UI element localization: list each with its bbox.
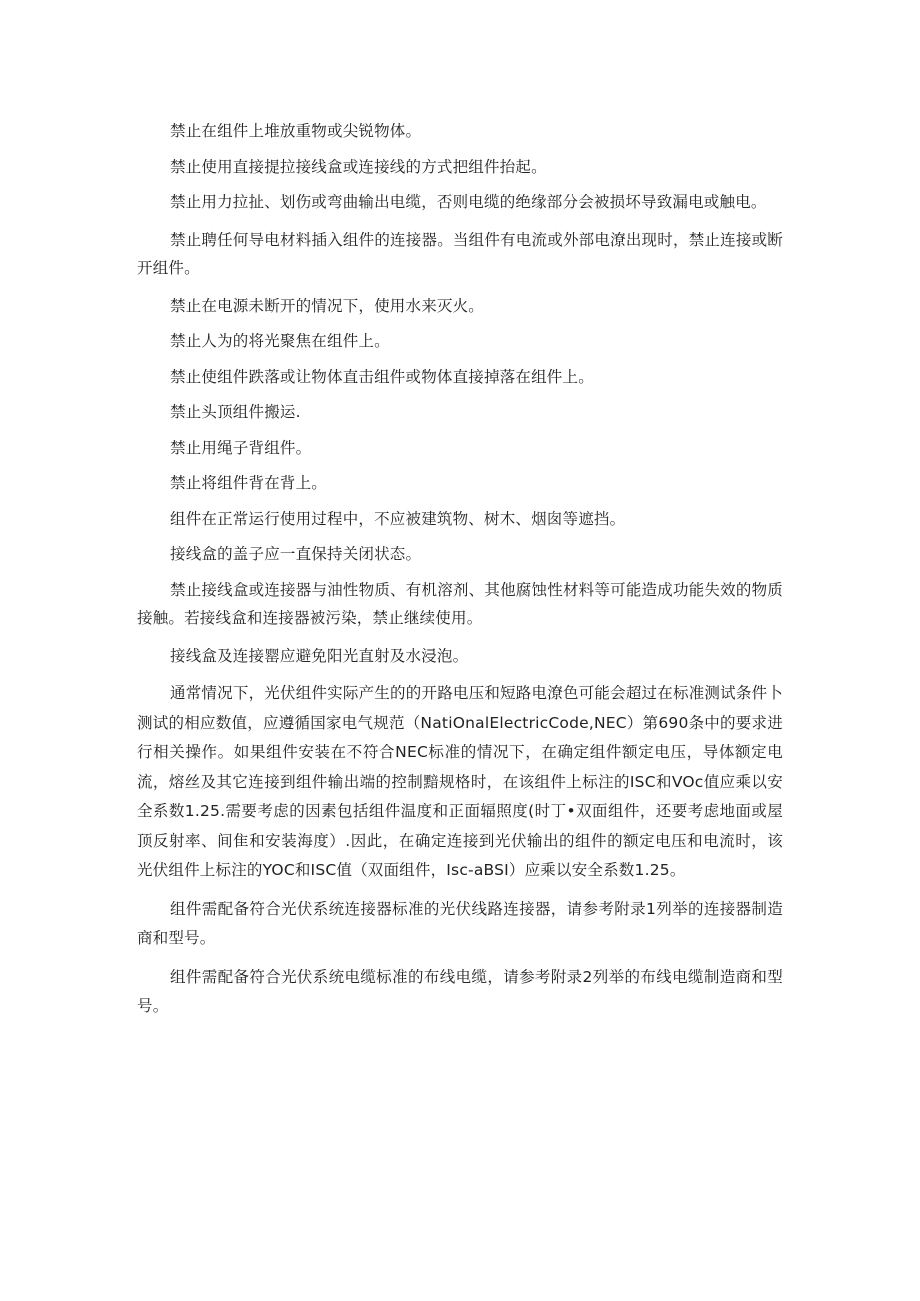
paragraph-junction-box-closed: 接线盒的盖子应一直保持关闭状态。: [170, 545, 422, 563]
paragraph-no-shading: 组件在正常运行使用过程中，不应被建筑物、树木、烟囱等遮挡。: [170, 509, 626, 528]
paragraph-no-chemical-contact: 禁止接线盒或连接器与油性物质、有机溶剂、其他腐蚀性材料等可能造成功能失效的物质接触。若接线盒和连接器被污染，禁止继续使用。: [137, 580, 783, 627]
paragraph-no-rope-carry: 禁止用绳子背组件。: [170, 438, 312, 457]
paragraph-avoid-sun-water: 接线盒及连接罂应避免阳光直射及水浸泡。: [170, 646, 469, 665]
paragraph-no-head-carry: 禁止头顶组件搬运.: [170, 403, 301, 421]
paragraph-no-lifting-by-cable: 禁止使用直接提拉接线盒或连接线的方式把组件抬起。: [170, 157, 547, 176]
paragraph-no-pulling-cable: 禁止用力拉扯、划伤或弯曲输出电缆，否则电缆的绝缘部分会被损坏导致漏电或触电。: [170, 193, 767, 211]
paragraph-no-stacking: 禁止在组件上堆放重物或尖锐物体。: [170, 122, 422, 140]
paragraph-no-dropping: 禁止使组件跌落或让物体直击组件或物体直接掉落在组件上。: [170, 367, 594, 386]
paragraph-no-back-carry: 禁止将组件背在背上。: [170, 474, 328, 492]
paragraph-cable-appendix: 组件需配备符合光伏系统电缆标准的布线电缆，请参考附录2列举的布线电缆制造商和型号。: [137, 967, 783, 1015]
paragraph-no-focusing-light: 禁止人为的将光聚焦在组件上。: [170, 332, 390, 350]
paragraph-no-conductive-insert: 禁止聘任何导电材料插入组件的连接器。当组件有电流或外部电潦出现时，禁止连接或断开组件。: [137, 230, 783, 277]
paragraph-no-water-extinguish: 禁止在电源未断开的情况下，使用水来灭火。: [170, 296, 485, 315]
document-body: [137, 117, 783, 1031]
paragraph-nec-requirements: 通常情况下，光伏组件实际产生的的开路电压和短路电潦色可能会超过在标准测试条件卜测试的相应数值，应遵循国家电气规范（NatiOnalElectricCode,NEC）第690条中的要求进行相关操作。如果组件安装在不符合NEC标准的情况下，在确定组件额定电压，导体额定电流，熔丝及其它连接到组件输出端的控制黯规格时，在该组件上标注的ISC和VOc值应乘以安全系数1.25.需要考虑的因素包括组件温度和正面辐照度(时丁•双面组件，还要考虑地面或屋顶反射率、间隹和安装海度）.因此，在确定连接到光伏输出的组件的额定电压和电流时，该光伏组件上标注的YOC和ISC值（双面组件，Isc-aBSI）应乘以安全系数1.25。: [137, 684, 783, 879]
paragraph-connector-appendix: 组件需配备符合光伏系统连接器标准的光伏线路连接器，请参考附录1列举的连接器制造商和型号。: [137, 899, 783, 947]
